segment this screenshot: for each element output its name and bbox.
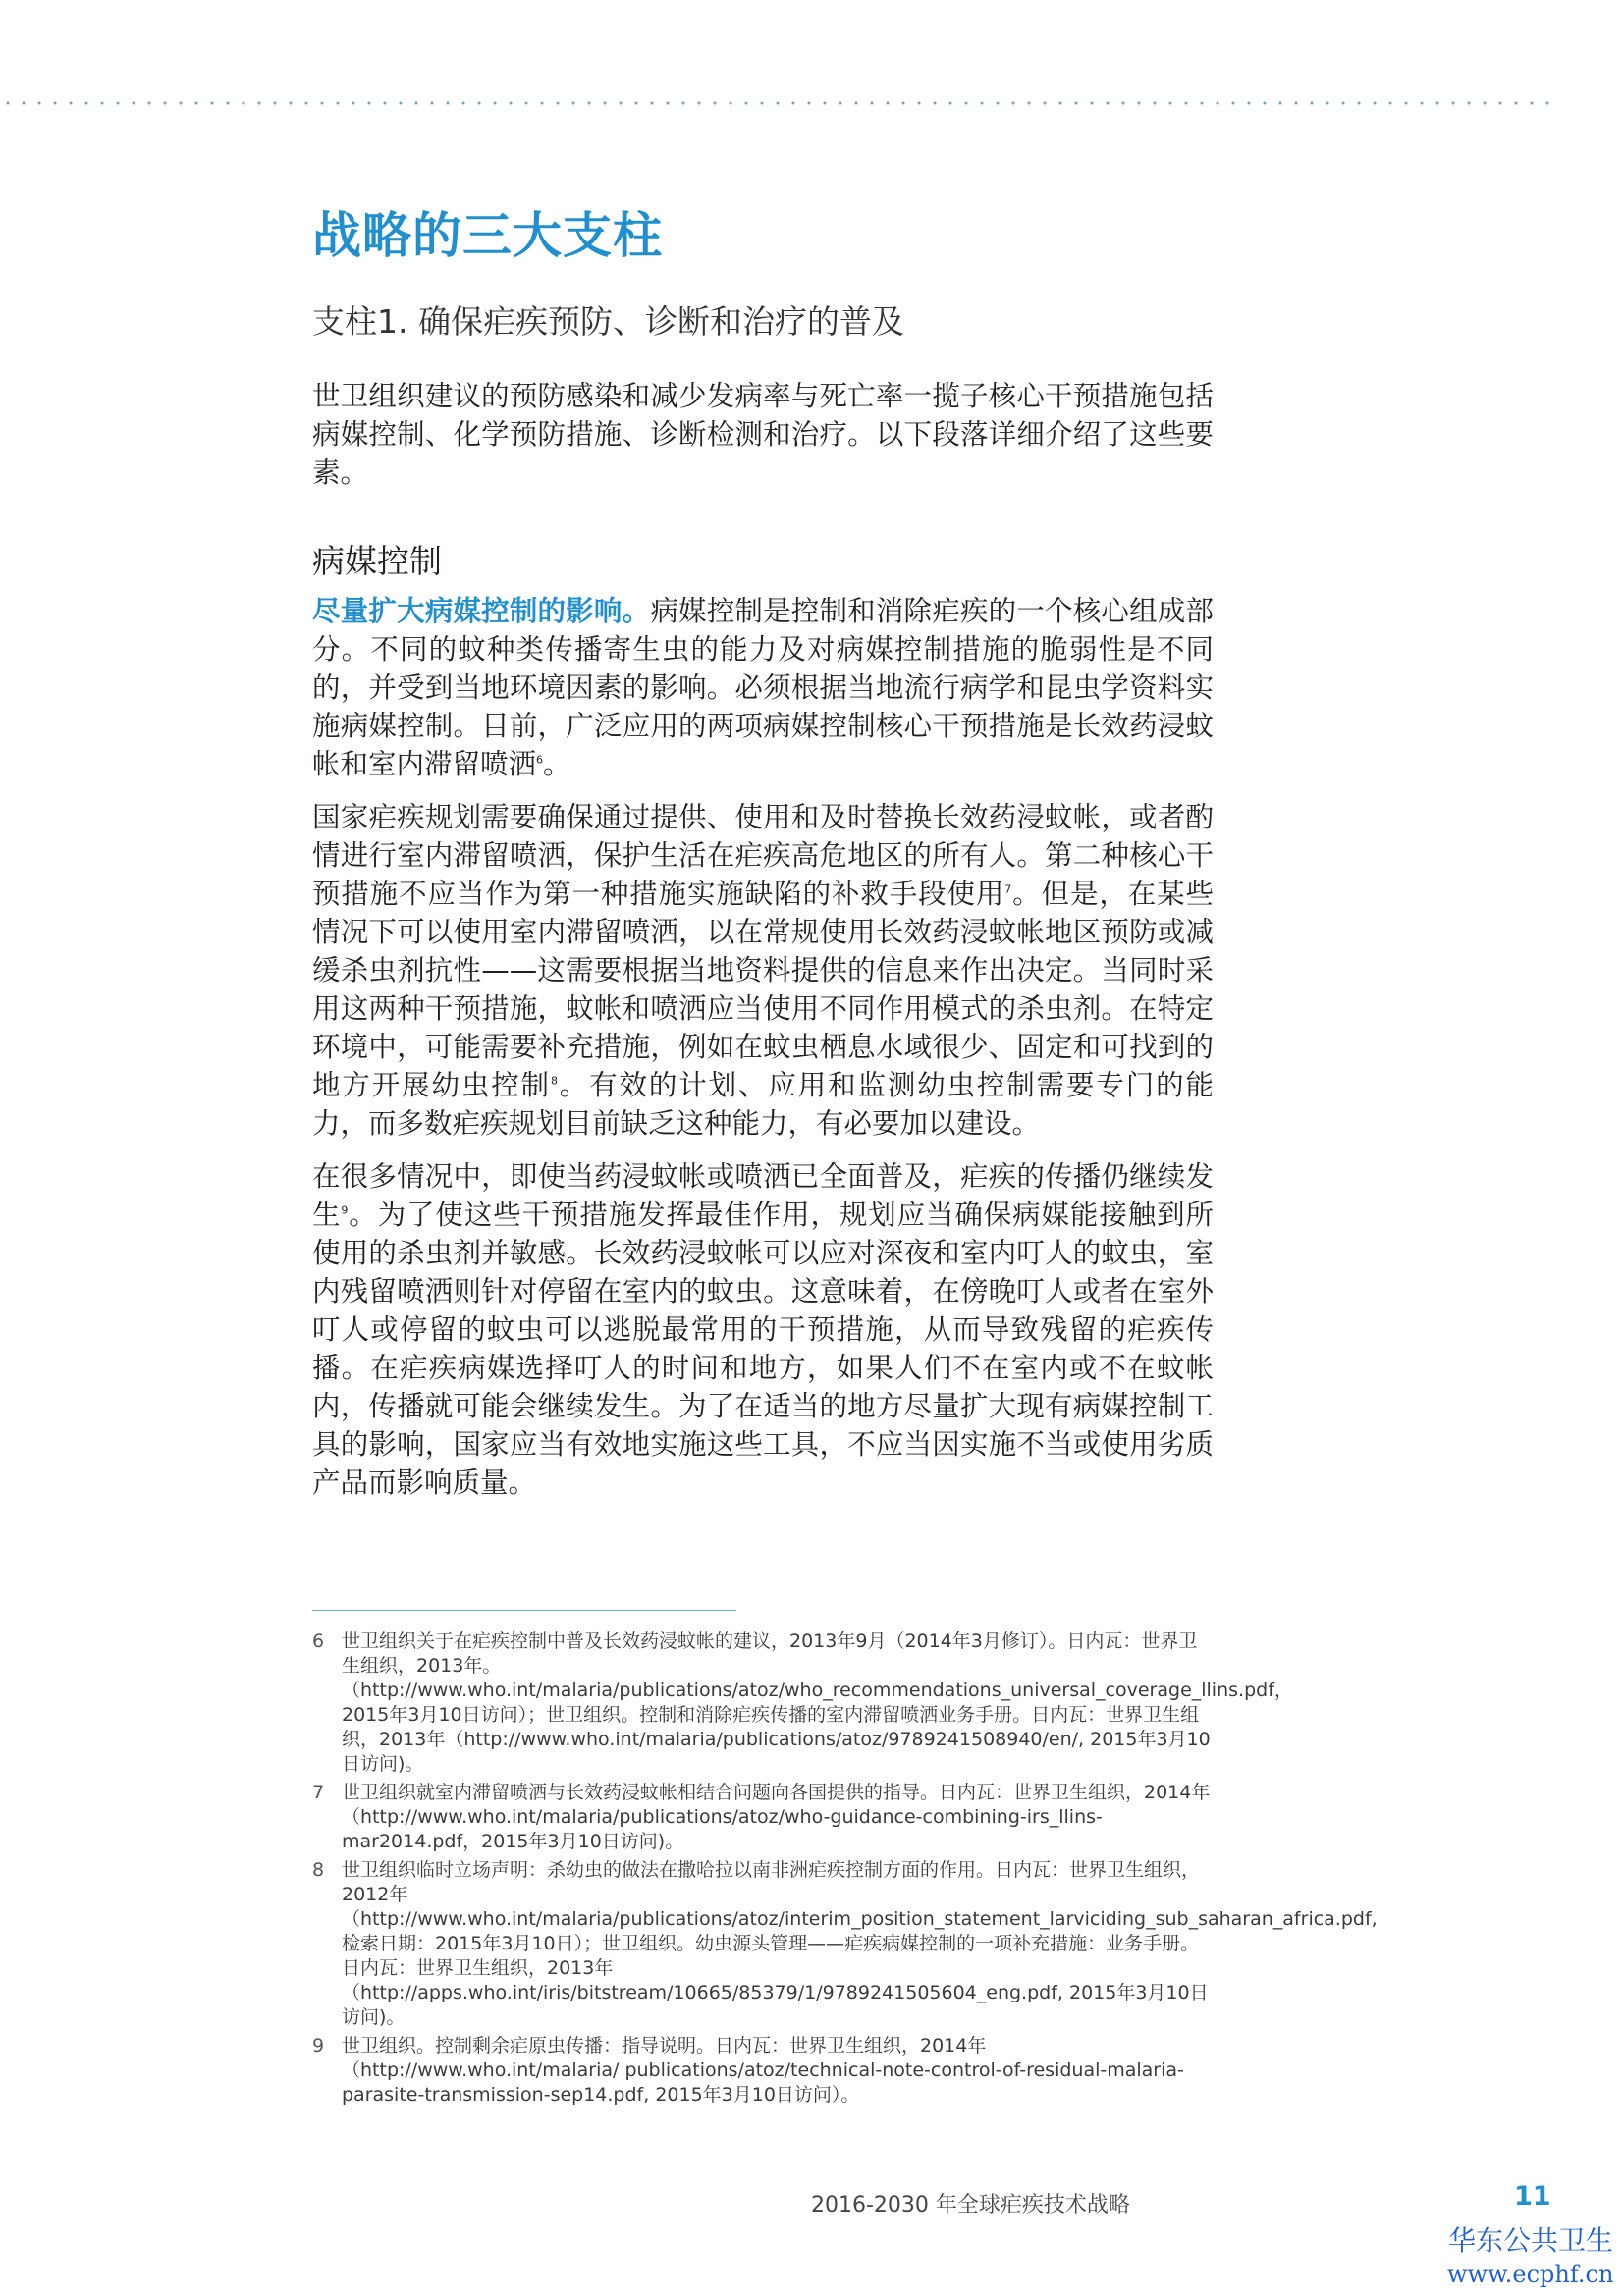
paragraph-text: 。但是，在某些情况下可以使用室内滞留喷洒，以在常规使用长效药浸蚊帐地区预防或减缓杀虫剂抗性——这需要根据当地资料提供的信息来作出决定。当同时采用这两种干预措施，蚊帐和喷洒应当使用不同作用模式的杀虫剂。在特定环境中，可能需要补充措施，例如在蚊虫栖息水域很少、固定和可找到的地方开展幼虫控制 (312, 878, 1214, 1101)
footnote-text: 世卫组织关于在疟疾控制中普及长效药浸蚊帐的建议，2013年9月（2014年3月修订）。日内瓦：世界卫生组织，2013年。（http://www.who.int/malaria/publications/atoz/who_recommendations_universal_coverage_llins.pdf，2015年3月10日访问）；世卫组织。控制和消除疟疾传播的室内滞留喷洒业务手册。日内瓦：世界卫生组织，2013年（http://www.who.int/malaria/publications/atoz/9789241508940/en/, 2015年3月10日访问)。 (342, 1630, 1293, 1775)
paragraph-residual-transmission (312, 1157, 1214, 1502)
watermark-name: 华东公共卫生 (1448, 2224, 1614, 2257)
paragraph-text: 国家疟疾规划需要确保通过提供、使用和及时替换长效药浸蚊帐，或者酌情进行室内滞留喷洒，保护生活在疟疾高危地区的所有人。第二种核心干预措施不应当作为第一种措施实施缺陷的补救手段使用 (312, 801, 1214, 910)
paragraph-text-end: 。 (543, 748, 571, 780)
footnote-number: 7 (312, 1782, 325, 1803)
footnote-number: 6 (312, 1630, 325, 1652)
watermark-url[interactable]: www.ecphf.cn (1447, 2261, 1614, 2288)
footnote-ref[interactable]: 8 (550, 1074, 558, 1088)
section-heading: 病媒控制 (312, 542, 442, 580)
footnotes-list (312, 1629, 1378, 2111)
footnote-text: 世卫组织。控制剩余疟原虫传播：指导说明。日内瓦：世界卫生组织，2014年（http://www.who.int/malaria/ publications/atoz/technical-note-control-of-residual-malaria-parasite-transmission-sep14.pdf, 2015年3月10日访问）。 (342, 2035, 1184, 2106)
footnote-number: 9 (312, 2035, 325, 2056)
footer-document-title: 2016-2030 年全球疟疾技术战略 (811, 2193, 1130, 2217)
paragraph-text: 病媒控制是控制和消除疟疾的一个核心组成部分。不同的蚊种类传播寄生虫的能力及对病媒控制措施的脆弱性是不同的，并受到当地环境因素的影响。必须根据当地流行病学和昆虫学资料实施病媒控制。目前，广泛应用的两项病媒控制核心干预措施是长效药浸蚊帐和室内滞留喷洒 (312, 595, 1214, 780)
paragraph-text: 。为了使这些干预措施发挥最佳作用，规划应当确保病媒能接触到所使用的杀虫剂并敏感。长效药浸蚊帐可以应对深夜和室内叮人的蚊虫，室内残留喷洒则针对停留在室内的蚊虫。这意味着，在傍晚叮人或者在室外叮人或停留的蚊虫可以逃脱最常用的干预措施，从而导致残留的疟疾传播。在疟疾病媒选择叮人的时间和地方，如果人们不在室内或不在蚊帐内，传播就可能会继续发生。为了在适当的地方尽量扩大现有病媒控制工具的影响，国家应当有效地实施这些工具，不应当因实施不当或使用劣质产品而影响质量。 (312, 1199, 1214, 1499)
paragraph-vector-control (312, 592, 1214, 783)
footnote-item (312, 2034, 1214, 2108)
footnote-ref[interactable]: 7 (1004, 882, 1012, 896)
footnote-text: 世卫组织就室内滞留喷洒与长效药浸蚊帐相结合问题向各国提供的指导。日内瓦：世界卫生组织，2014年（http://www.who.int/malaria/publications/atoz/who-guidance-combining-irs_llins-mar2014.pdf，2015年3月10日访问)。 (342, 1782, 1211, 1852)
footnote-ref[interactable]: 9 (341, 1203, 349, 1217)
paragraph-national-programmes (312, 798, 1214, 1143)
footnote-item (312, 1858, 1378, 2030)
page-number: 11 (1514, 2181, 1551, 2212)
dotted-header-rule (0, 101, 1551, 105)
pillar-subtitle: 支柱1. 确保疟疾预防、诊断和治疗的普及 (312, 302, 904, 341)
page-title: 战略的三大支柱 (312, 207, 663, 264)
footnote-divider (312, 1610, 736, 1611)
footnote-item (312, 1781, 1214, 1854)
footnote-number: 8 (312, 1859, 325, 1881)
paragraph-text: 。有效的计划、应用和监测幼虫控制需要专门的能力，而多数疟疾规划目前缺乏这种能力，有必要加以建设。 (312, 1069, 1214, 1140)
footnote-ref[interactable]: 6 (536, 753, 544, 767)
footnote-item (312, 1629, 1293, 1777)
intro-paragraph: 世卫组织建议的预防感染和减少发病率与死亡率一揽子核心干预措施包括病媒控制、化学预防措施、诊断检测和治疗。以下段落详细介绍了这些要素。 (312, 380, 1214, 489)
paragraph-text: 在很多情况中，即使当药浸蚊帐或喷洒已全面普及，疟疾的传播仍继续发生 (312, 1160, 1214, 1231)
paragraph-lead: 尽量扩大病媒控制的影响。 (312, 595, 651, 627)
footnote-text: 世卫组织临时立场声明：杀幼虫的做法在撒哈拉以南非洲疟疾控制方面的作用。日内瓦：世界卫生组织，2012年（http://www.who.int/malaria/publications/atoz/interim_position_statement_larviciding_sub_saharan_africa.pdf, 检索日期：2015年3月10日）；世卫组织。幼虫源头管理——疟疾病媒控制的一项补充措施：业务手册。日内瓦：世界卫生组织，2013年（http://apps.who.int/iris/bitstream/10665/85379/1/9789241505604_eng.pdf, 2015年3月10日访问)。 (342, 1859, 1378, 2028)
